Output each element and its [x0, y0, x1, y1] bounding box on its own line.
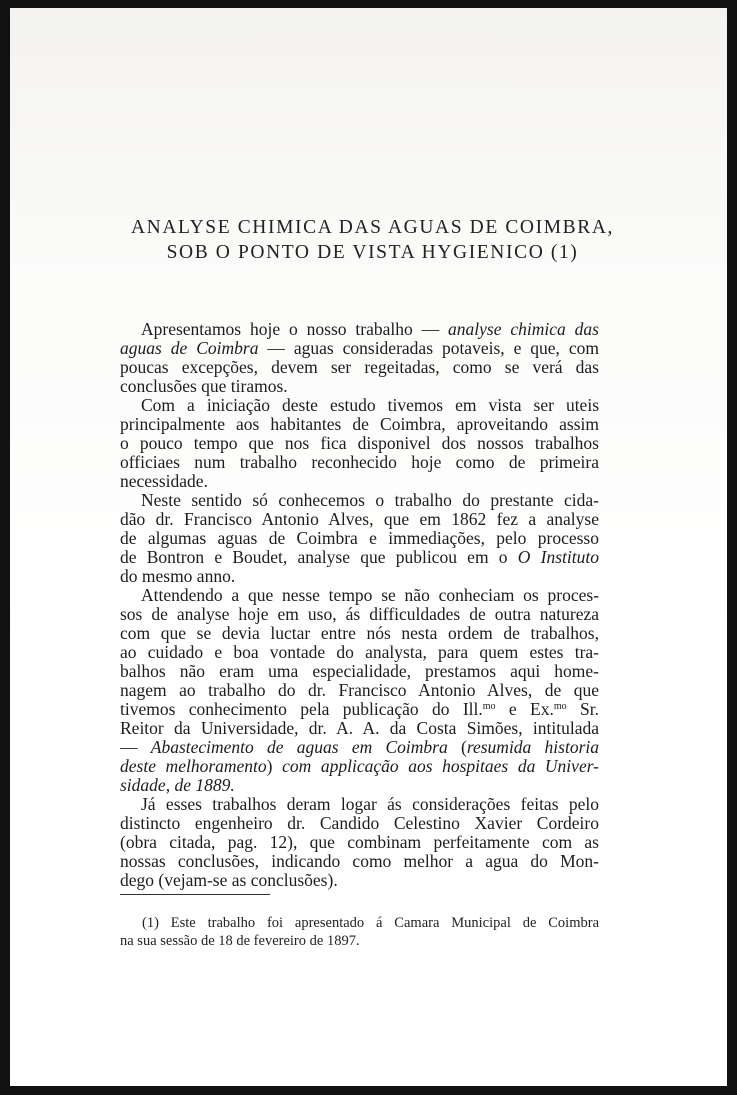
text-line: Com a iniciação deste estudo tivemos em vista ser uteis: [141, 395, 599, 415]
text-line: nossas conclusões, indicando como melhor a agua do Mon-: [120, 851, 599, 871]
text-line: com que se devia luctar entre nós nesta ordem de trabalhos,: [120, 623, 599, 643]
text-line: Reitor da Universidade, dr. A. A. da Costa Simões, intitulada: [120, 718, 599, 738]
text-line: nagem ao trabalho do dr. Francisco Antonio Alves, de que: [120, 680, 599, 700]
text-line: [120, 738, 599, 757]
paragraph-1: [120, 320, 599, 396]
text-line: principalmente aos habitantes de Coimbra, aproveitando assim: [120, 414, 599, 434]
text-line: sos de analyse hoje em uso, ás difficuldades de outra natureza: [120, 604, 599, 624]
footnote: [120, 914, 599, 950]
text-run: de Bontron e Boudet, analyse que publicou em o: [120, 547, 518, 567]
text-run: ): [266, 756, 283, 776]
text-line: officiaes num trabalho reconhecido hoje como de primeira: [120, 452, 599, 472]
text-run: —: [120, 737, 151, 757]
italic-run: deste melhoramento: [120, 756, 267, 776]
text-line: de algumas aguas de Coimbra e immediações, pelo processo: [120, 528, 599, 548]
text-line: conclusões que tiramos.: [120, 376, 288, 396]
text-line: [120, 548, 599, 567]
italic-run: O Instituto: [517, 547, 599, 567]
text-line: necessidade.: [120, 471, 208, 491]
text-run: — aguas consideradas potaveis, e que, com: [258, 338, 599, 358]
italic-run: resumida historia: [466, 737, 600, 757]
text-line: [120, 757, 599, 776]
text-line: dego (vejam-se as conclusões).: [120, 870, 338, 890]
italic-run: Abastecimento de aguas em Coimbra: [150, 737, 448, 757]
text-line: Attendendo a que nesse tempo se não conheciam os proces-: [141, 585, 599, 605]
text-line: Neste sentido só conhecemos o trabalho do prestante cida-: [141, 490, 599, 510]
paragraph-4: [120, 586, 599, 795]
title-line-1: ANALYSE CHIMICA DAS AGUAS DE COIMBRA,: [130, 217, 615, 238]
text-line: [120, 320, 599, 339]
text-run: tivemos conhecimento pela publicação do Ill.: [120, 699, 483, 719]
text-line: [120, 339, 599, 358]
italic-run: com applicação aos hospitaes da Univer-: [282, 756, 599, 776]
superscript: mo: [482, 701, 496, 712]
text-run: Sr.: [566, 699, 599, 719]
text-line: o pouco tempo que nos fica disponivel dos nossos trabalhos: [120, 433, 599, 453]
superscript: mo: [553, 701, 567, 712]
text-run: Apresentamos hoje o nosso trabalho —: [141, 319, 449, 339]
footnote-line-2: na sua sessão de 18 de fevereiro de 1897.: [120, 933, 360, 949]
text-line: distincto engenheiro dr. Candido Celestino Xavier Cordeiro: [120, 813, 599, 833]
text-line: [120, 776, 599, 795]
italic-run: sidade, de 1889.: [120, 775, 235, 795]
text-line: Já esses trabalhos deram logar ás considerações feitas pelo: [141, 794, 599, 814]
title-line-2: SOB O PONTO DE VISTA HYGIENICO (1): [166, 242, 579, 263]
footnote-divider: [120, 894, 270, 895]
text-run: e Ex.: [495, 699, 554, 719]
text-line: [120, 700, 599, 719]
text-line: balhos não eram uma especialidade, prestamos aqui home-: [120, 661, 599, 681]
text-line: poucas excepções, devem ser regeitadas, como se verá das: [120, 357, 599, 377]
italic-run: analyse chimica das: [448, 319, 599, 339]
italic-run: aguas de Coimbra: [120, 338, 259, 358]
paragraph-3: [120, 491, 599, 586]
footnote-line-1: (1) Este trabalho foi apresentado á Camara Municipal de Coimbra: [142, 915, 599, 931]
text-line: dão dr. Francisco Antonio Alves, que em 1862 fez a analyse: [120, 509, 599, 529]
text-line: (obra citada, pag. 12), que combinam perfeitamente com as: [120, 832, 599, 852]
document-body: [120, 320, 599, 890]
text-line: ao cuidado e boa vontade do analysta, para quem estes tra-: [120, 642, 599, 662]
text-line: do mesmo anno.: [120, 566, 236, 586]
paragraph-5: [120, 795, 599, 890]
document-title: [110, 215, 635, 265]
paragraph-2: [120, 396, 599, 491]
text-run: (: [447, 737, 467, 757]
